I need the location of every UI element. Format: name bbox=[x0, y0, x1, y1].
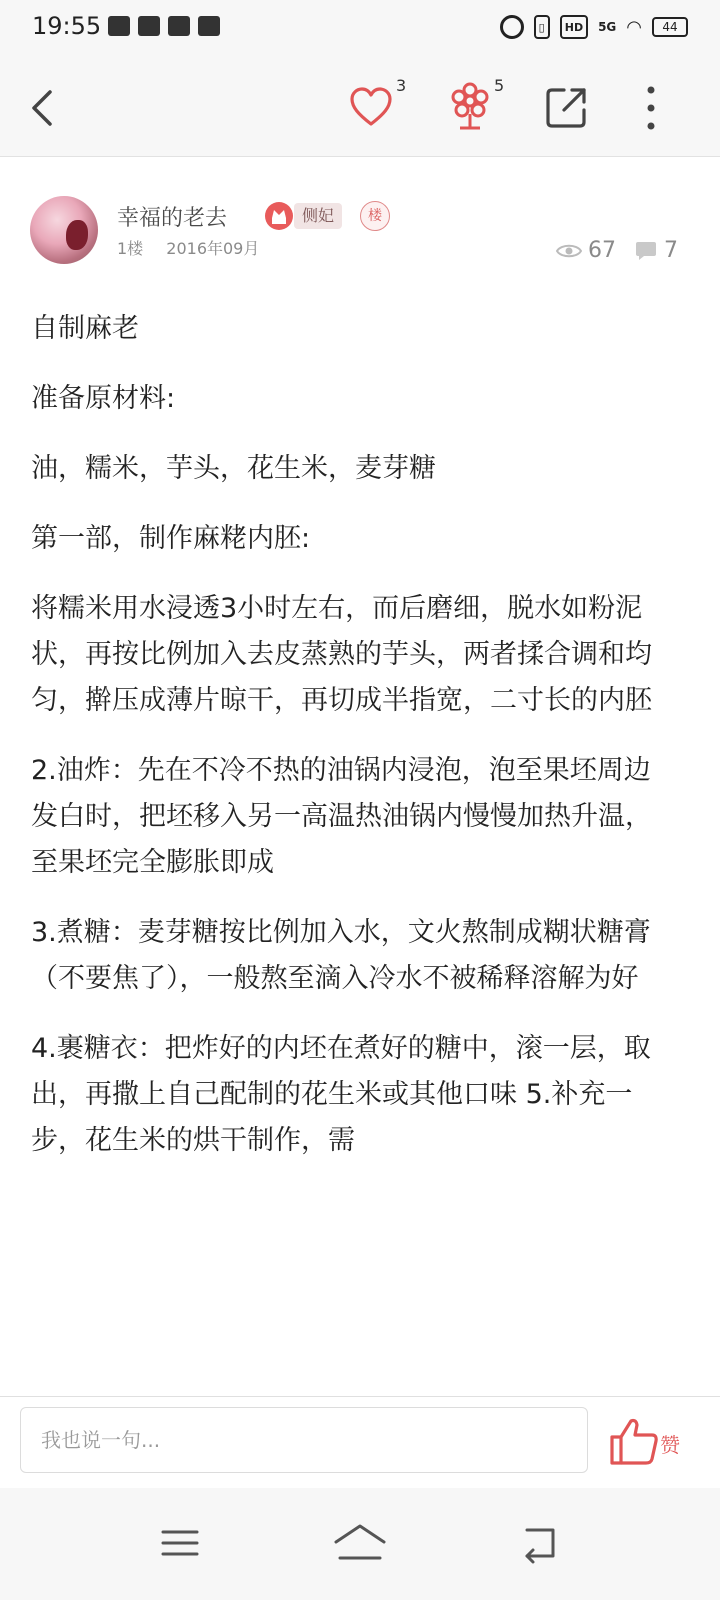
heart-icon[interactable] bbox=[348, 84, 394, 130]
like-label[interactable]: 赞 bbox=[660, 1433, 680, 1457]
avatar[interactable] bbox=[30, 196, 98, 264]
video-notification-icon bbox=[108, 16, 130, 36]
author-name[interactable]: 幸福的老去 bbox=[117, 206, 228, 231]
system-nav-bar bbox=[0, 1488, 720, 1600]
rank-badge: 侧妃 bbox=[294, 203, 342, 229]
alarm-icon bbox=[500, 15, 524, 39]
flower-count: 5 bbox=[494, 76, 505, 95]
post-paragraph: 3.煮糖：麦芽糖按比例加入水，文火熬制成糊状糖膏（不要焦了），一般熬至滴入冷水不被稀释溶解为好 bbox=[31, 917, 651, 994]
post-paragraph: 准备原材料: bbox=[31, 383, 176, 414]
post-paragraph: 将糯米用水浸透3小时左右，而后磨细，脱水如粉泥状，再按比例加入去皮蒸熟的芋头，两者揉合调和均匀，擀压成薄片晾干，再切成半指宽，二寸长的内胚 bbox=[31, 593, 652, 716]
wifi-icon: ◠ bbox=[626, 16, 642, 38]
post-paragraph: 4.裹糖衣：把炸好的内坯在煮好的糖中，滚一层，取出，再撒上自己配制的花生米或其他口味 5.补充一步，花生米的烘干制作，需 bbox=[31, 1033, 651, 1156]
hd-icon: HD bbox=[560, 15, 588, 39]
views-count: 67 bbox=[588, 238, 616, 263]
post-paragraph: 油，糯米，芋头，花生米，麦芽糖 bbox=[31, 453, 436, 484]
flower-icon[interactable] bbox=[448, 82, 492, 132]
post-paragraph: 第一部，制作麻粩内胚: bbox=[31, 523, 311, 554]
comment-icon bbox=[634, 240, 658, 262]
post-paragraph: 自制麻老 bbox=[31, 313, 139, 344]
reply-bar bbox=[0, 1396, 720, 1489]
like-count: 3 bbox=[396, 76, 407, 95]
views-stat bbox=[556, 238, 616, 263]
scissors-notification-icon bbox=[138, 16, 160, 36]
menu-icon[interactable] bbox=[155, 1518, 205, 1568]
floor-number: 1楼 bbox=[117, 239, 144, 258]
vibrate-icon: ▯ bbox=[534, 15, 550, 39]
author-row bbox=[0, 176, 720, 276]
rank-icon bbox=[264, 201, 294, 231]
thumb-up-icon[interactable] bbox=[608, 1415, 660, 1467]
floor-badge: 楼 bbox=[360, 201, 390, 231]
back-arrow-icon[interactable] bbox=[28, 88, 58, 128]
reply-input[interactable]: 我也说一句... bbox=[20, 1407, 588, 1473]
home-icon[interactable] bbox=[330, 1518, 390, 1568]
notification-icons bbox=[108, 16, 220, 36]
post-meta bbox=[117, 236, 259, 259]
status-right bbox=[500, 15, 688, 39]
post-paragraph: 2.油炸：先在不冷不热的油锅内浸泡，泡至果坯周边发白时，把坯移入另一高温热油锅内慢慢加热升温，至果坯完全膨胀即成 bbox=[31, 755, 652, 878]
comments-stat bbox=[634, 238, 678, 263]
eye-icon bbox=[556, 242, 582, 260]
battery-icon: 44 bbox=[652, 17, 688, 37]
comments-count: 7 bbox=[664, 238, 678, 263]
status-time: 19:55 bbox=[32, 12, 102, 40]
post-stats bbox=[556, 238, 678, 263]
app-notification-icon bbox=[168, 16, 190, 36]
return-icon[interactable] bbox=[515, 1518, 565, 1568]
share-icon[interactable] bbox=[544, 84, 590, 130]
fan-notification-icon bbox=[198, 16, 220, 36]
post-content bbox=[31, 306, 671, 1396]
more-vertical-icon[interactable] bbox=[636, 82, 666, 134]
top-nav-bar bbox=[0, 58, 720, 157]
post-date: 2016年09月 bbox=[166, 239, 260, 258]
network-label: 5G bbox=[598, 20, 617, 34]
status-bar bbox=[0, 0, 720, 58]
